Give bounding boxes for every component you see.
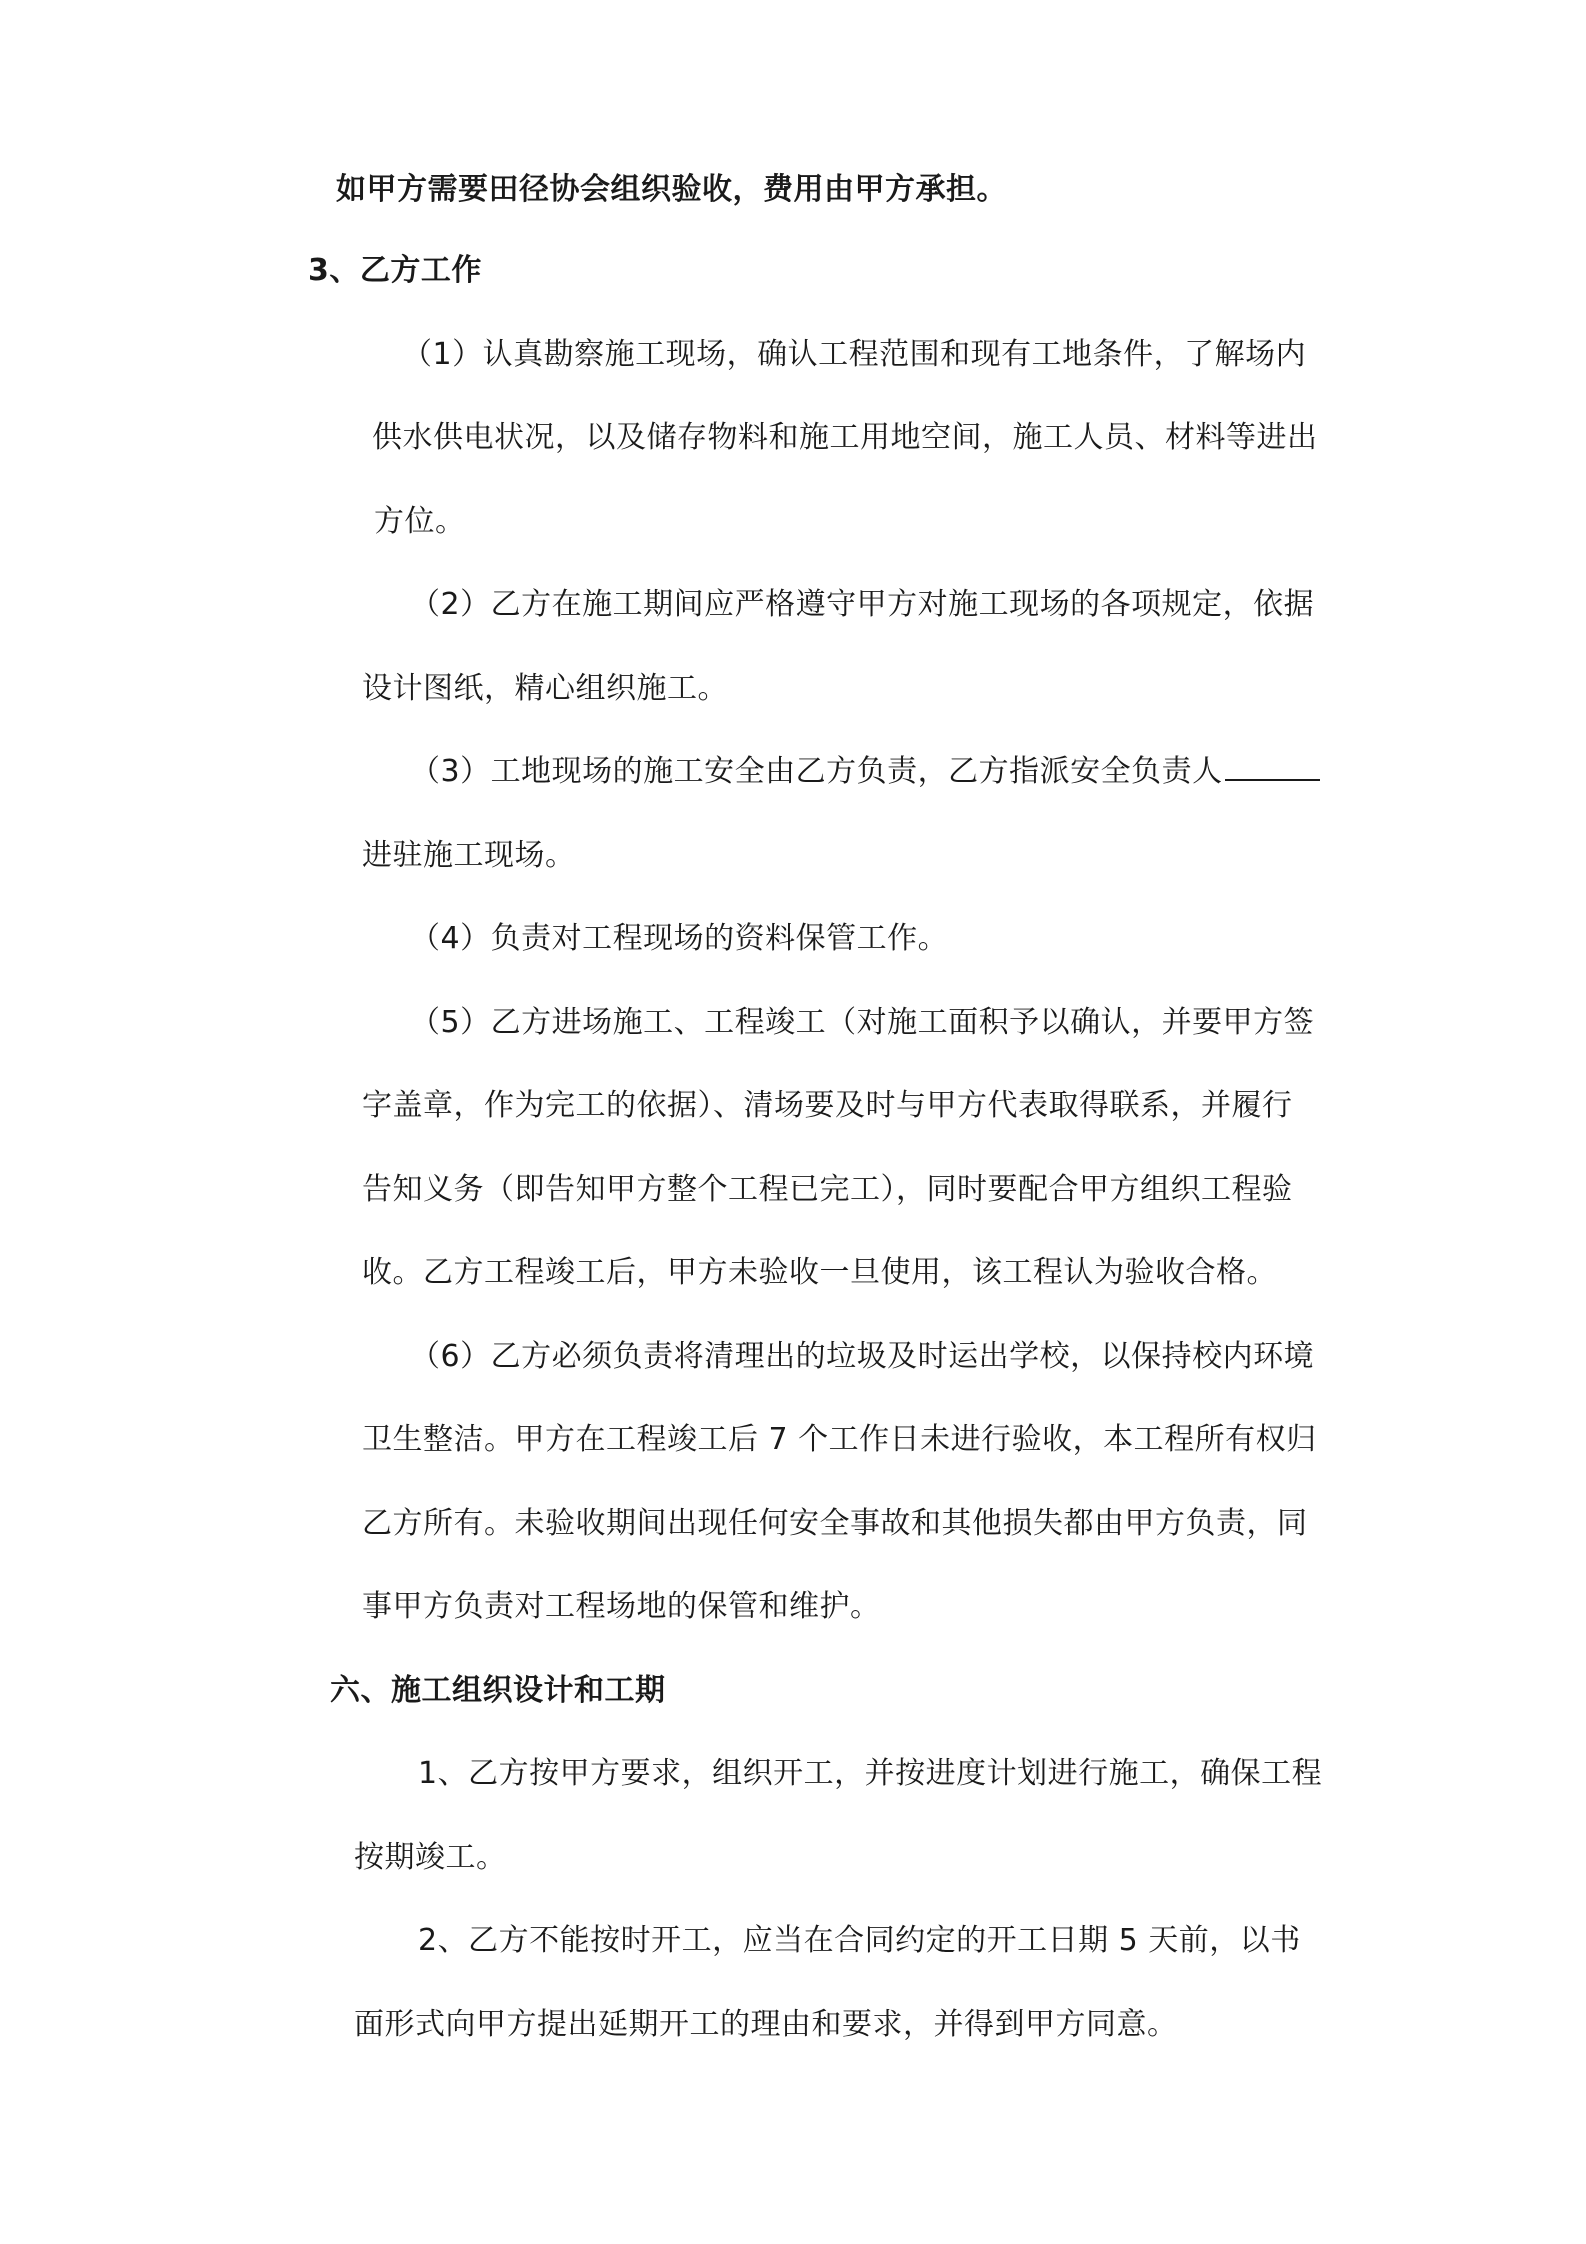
paragraph-line: 如甲方需要田径协会组织验收，费用由甲方承担。 bbox=[336, 172, 1007, 207]
section-heading: 六、施工组织设计和工期 bbox=[330, 1673, 666, 1708]
paragraph-line: 卫生整洁。甲方在工程竣工后 7 个工作日未进行验收，本工程所有权归 bbox=[362, 1422, 1317, 1457]
paragraph-line: 按期竣工。 bbox=[354, 1840, 507, 1875]
paragraph-line-with-blank bbox=[410, 752, 1320, 792]
paragraph-line: （5）乙方进场施工、工程竣工（对施工面积予以确认，并要甲方签 bbox=[410, 1005, 1315, 1040]
paragraph-line: 进驻施工现场。 bbox=[362, 838, 576, 873]
paragraph-line: 供水供电状况，以及储存物料和施工用地空间，施工人员、材料等进出 bbox=[372, 420, 1318, 455]
paragraph-line: 1、乙方按甲方要求，组织开工，并按进度计划进行施工，确保工程 bbox=[418, 1756, 1323, 1791]
paragraph-line: （1）认真勘察施工现场，确认工程范围和现有工地条件，了解场内 bbox=[402, 337, 1307, 372]
paragraph-line: 方位。 bbox=[374, 504, 466, 539]
paragraph-line: （4）负责对工程现场的资料保管工作。 bbox=[410, 921, 949, 956]
paragraph-line: 乙方所有。未验收期间出现任何安全事故和其他损失都由甲方负责，同 bbox=[362, 1506, 1308, 1541]
paragraph-line: 面形式向甲方提出延期开工的理由和要求，并得到甲方同意。 bbox=[354, 2007, 1178, 2042]
paragraph-text: （3）工地现场的施工安全由乙方负责，乙方指派安全负责人 bbox=[410, 754, 1223, 789]
paragraph-line: （6）乙方必须负责将清理出的垃圾及时运出学校，以保持校内环境 bbox=[410, 1339, 1315, 1374]
paragraph-line: 事甲方负责对工程场地的保管和维护。 bbox=[362, 1589, 881, 1624]
paragraph-line: 字盖章，作为完工的依据）、清场要及时与甲方代表取得联系，并履行 bbox=[362, 1088, 1293, 1123]
paragraph-line: （2）乙方在施工期间应严格遵守甲方对施工现场的各项规定，依据 bbox=[410, 587, 1315, 622]
section-heading: 3、乙方工作 bbox=[308, 253, 482, 288]
paragraph-line: 告知义务（即告知甲方整个工程已完工），同时要配合甲方组织工程验 bbox=[362, 1172, 1293, 1207]
paragraph-line: 设计图纸，精心组织施工。 bbox=[362, 671, 728, 706]
paragraph-line: 收。乙方工程竣工后，甲方未验收一旦使用，该工程认为验收合格。 bbox=[362, 1255, 1277, 1290]
fill-in-blank bbox=[1225, 753, 1320, 781]
paragraph-line: 2、乙方不能按时开工，应当在合同约定的开工日期 5 天前，以书 bbox=[418, 1923, 1301, 1958]
